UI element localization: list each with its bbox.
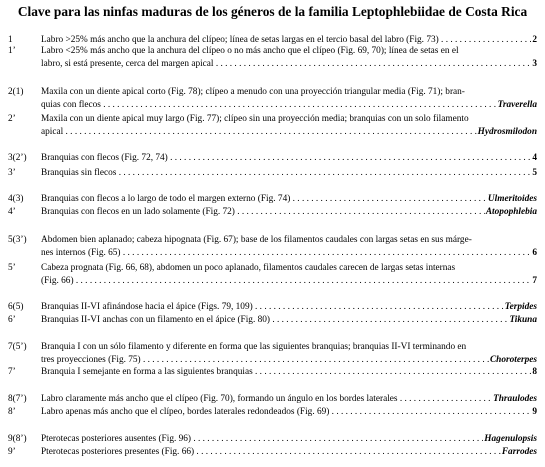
couplet-text: (Fig. 66) . . .: [41, 275, 537, 287]
couplet-text: labro, si está presente, cerca del margen apical . . .: [41, 58, 537, 70]
couplet-result: Terpides: [504, 302, 537, 312]
couplet-text: Branquias II-VI afinándose hacia el ápice (Figs. 79, 109) . . .: [41, 301, 537, 313]
couplet-text: Branquias sin flecos . . .: [41, 167, 537, 179]
couplet-number: 2(1): [8, 87, 24, 97]
couplet-number: 5(3’): [8, 235, 27, 245]
couplet-text: Branquias con flecos (Fig. 72, 74) . . .: [41, 152, 537, 164]
couplet-result: Ulmeritoides: [487, 194, 537, 204]
couplet-result: 4: [532, 153, 537, 163]
couplet-number: 4’: [8, 207, 16, 217]
couplet-number: 7(5’): [8, 342, 27, 352]
couplet-result: Hydrosmilodon: [477, 127, 537, 137]
couplet-text: Labro claramente más ancho que el clípeo (Fig. 70), formando un ángulo en los bordes laterales . . .: [41, 393, 537, 405]
couplet-number: 6’: [8, 315, 16, 325]
couplet-result: Thraulodes: [493, 394, 537, 404]
couplet-text: Cabeza prognata (Fig. 66, 68), abdomen un poco aplanado, filamentos caudales carecen de largas setas internas: [41, 263, 456, 273]
couplet-result: Tikuna: [509, 315, 537, 325]
couplet-result: Choroterpes: [489, 355, 537, 365]
couplet-text: Branquia I semejante en forma a las siguientes branquias . . .: [41, 366, 537, 378]
couplet-text: Abdomen bien aplanado; cabeza hipognata (Fig. 67); base de los filamentos caudales con largas setas en sus márge-: [41, 235, 472, 245]
couplet-text: Pterotecas posteriores ausentes (Fig. 96) . . .: [41, 433, 537, 445]
couplet-result: 2: [532, 35, 537, 45]
couplet-number: 6(5): [8, 302, 24, 312]
couplet-result: Hagenulopsis: [484, 434, 537, 444]
page-title: Clave para las ninfas maduras de los géneros de la familia Leptophlebiidae de Costa Rica: [17, 4, 528, 19]
couplet-number: 3(2’): [8, 153, 27, 163]
couplet-number: 9’: [8, 447, 16, 457]
couplet-number: 1’: [8, 46, 16, 56]
couplet-result: Traverella: [497, 100, 537, 110]
couplet-result: 6: [532, 248, 537, 258]
couplet-text: nes internos (Fig. 65) . . .: [41, 247, 537, 259]
couplet-result: 3: [532, 59, 537, 69]
couplet-number: 8(7’): [8, 394, 27, 404]
couplet-result: 8: [532, 367, 537, 377]
couplet-result: Atopophlebia: [485, 207, 537, 217]
couplet-text: quias con flecos . . .: [41, 99, 537, 111]
couplet-result: Farrodes: [501, 447, 537, 457]
couplet-number: 7’: [8, 367, 16, 377]
couplet-number: 9(8’): [8, 434, 27, 444]
couplet-number: 3’: [8, 168, 16, 178]
couplet-text: Labro apenas más ancho que el clípeo, bordes laterales redondeados (Fig. 69) . . .: [41, 406, 537, 418]
couplet-result: 7: [532, 276, 537, 286]
couplet-result: 9: [532, 407, 537, 417]
couplet-text: Maxila con un diente apical corto (Fig. 78); clípeo a menudo con una proyección triangular media (Fig. 71); bran-: [41, 87, 465, 97]
couplet-text: Branquias con flecos a lo largo de todo el margen externo (Fig. 74) . . .: [41, 193, 537, 205]
couplet-text: tres proyecciones (Fig. 75) . . .: [41, 354, 537, 366]
couplet-number: 5’: [8, 263, 16, 273]
couplet-number: 1: [8, 35, 13, 45]
couplet-text: Pterotecas posteriores presentes (Fig. 66) . . .: [41, 446, 537, 458]
couplet-text: Branquia I con un sólo filamento y diferente en forma que las siguientes branquias; branquias II-VI terminando en: [41, 342, 467, 352]
couplet-text: Labro <25% más ancho que la anchura del clípeo o no más ancho que el clípeo (Fig. 69, 70); línea de setas en el: [41, 46, 459, 56]
couplet-number: 8’: [8, 407, 16, 417]
couplet-text: apical . . .: [41, 126, 537, 138]
couplet-text: Labro >25% más ancho que la anchura del clípeo; línea de setas largas en el tercio basal del labro (Fig. 73) . . .: [41, 34, 537, 46]
couplet-result: 5: [532, 168, 537, 178]
couplet-number: 2’: [8, 114, 16, 124]
couplet-text: Branquias II-VI anchas con un filamento en el ápice (Fig. 80) . . .: [41, 314, 537, 326]
couplet-number: 4(3): [8, 194, 24, 204]
couplet-text: Maxila con un diente apical muy largo (Fig. 77); clípeo sin una proyección media; branquias con un solo filamento: [41, 114, 469, 124]
couplet-text: Branquias con flecos en un lado solamente (Fig. 72) . . .: [41, 206, 537, 218]
